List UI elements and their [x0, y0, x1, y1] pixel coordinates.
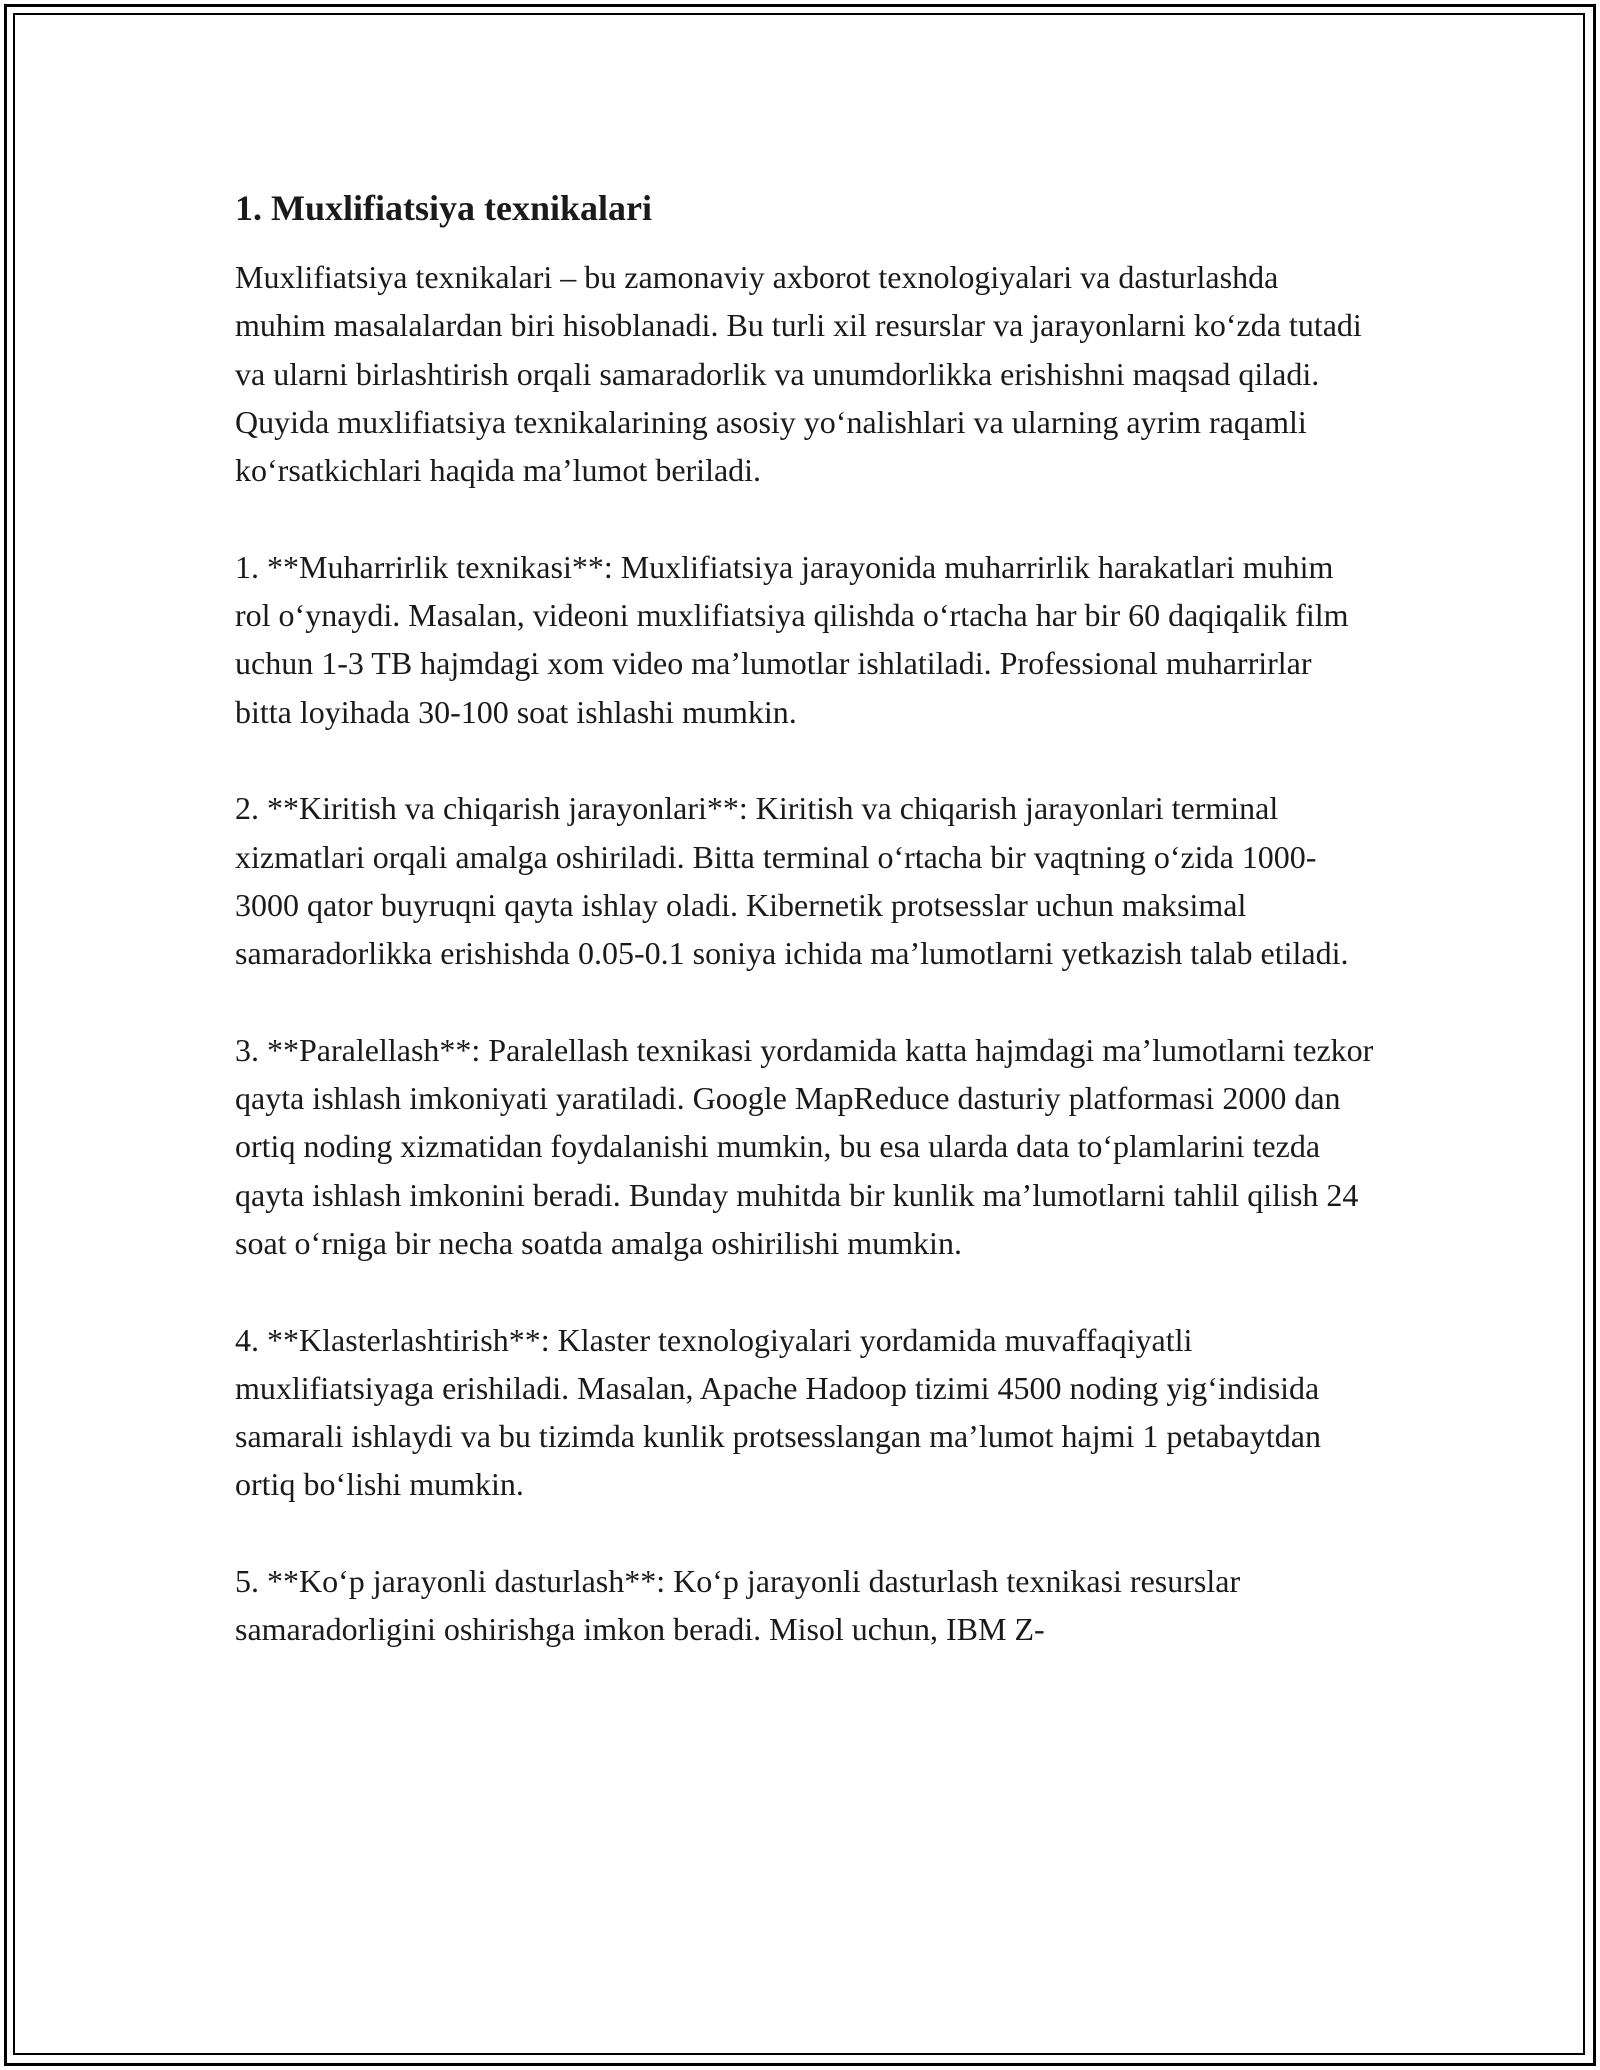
paragraph-input-output: 2. **Kiritish va chiqarish jarayonlari**: Kiritish va chiqarish jarayonlari terminal xizmatlari orqali amalga oshiriladi. Bitta terminal oʻrtacha bir vaqtning oʻzida 1000-3000 qator buyruqni qayta ishlay oladi. Kibernetik protsesslar uchun maksimal samaradorlikka erishishda 0.05-0.1 soniya ichida ma’lumotlarni yetkazish talab etiladi. — [235, 790, 1349, 972]
paragraph-multiprocess-programming: 5. **Koʻp jarayonli dasturlash**: Koʻp jarayonli dasturlash texnikasi resurslar samaradorligini oshirishga imkon beradi. Misol uchun, IBM Z- — [235, 1563, 1241, 1648]
section-heading: 1. Muxlifiatsiya texnikalari — [235, 188, 652, 228]
paragraph-parallelization: 3. **Paralellash**: Paralellash texnikasi yordamida katta hajmdagi ma’lumotlarni tezkor qayta ishlash imkoniyati yaratiladi. Google MapReduce dasturiy platformasi 2000 dan ortiq noding xizmatidan foydalanishi mumkin, bu esa ularda data toʻplamlarini tezda qayta ishlash imkonini beradi. Bunday muhitda bir kunlik ma’lumotlarni tahlil qilish 24 soat oʻrniga bir necha soatda amalga oshirilishi mumkin. — [235, 1031, 1374, 1261]
document-body — [235, 184, 1375, 1702]
paragraph-clustering: 4. **Klasterlashtirish**: Klaster texnologiyalari yordamida muvaffaqiyatli muxlifiatsiyaga erishiladi. Masalan, Apache Hadoop tizimi 4500 noding yigʻindisida samarali ishlaydi va bu tizimda kunlik protsesslangan ma’lumot hajmi 1 petabaytdan ortiq boʻlishi mumkin. — [235, 1321, 1321, 1503]
paragraph-editing-technique: 1. **Muharrirlik texnikasi**: Muxlifiatsiya jarayonida muharrirlik harakatlari muhim rol oʻynaydi. Masalan, videoni muxlifiatsiya qilishda oʻrtacha har bir 60 daqiqalik film uchun 1-3 TB hajmdagi xom video ma’lumotlar ishlatiladi. Professional muharrirlar bitta loyihada 30-100 soat ishlashi mumkin. — [235, 548, 1349, 730]
intro-paragraph: Muxlifiatsiya texnikalari – bu zamonaviy axborot texnologiyalari va dasturlashda muhim masalalardan biri hisoblanadi. Bu turli xil resurslar va jarayonlarni koʻzda tutadi va ularni birlashtirish orqali samaradorlik va unumdorlikka erishishni maqsad qiladi. Quyida muxlifiatsiya texnikalarining asosiy yoʻnalishlari va ularning ayrim raqamli koʻrsatkichlari haqida ma’lumot beriladi. — [235, 259, 1362, 489]
